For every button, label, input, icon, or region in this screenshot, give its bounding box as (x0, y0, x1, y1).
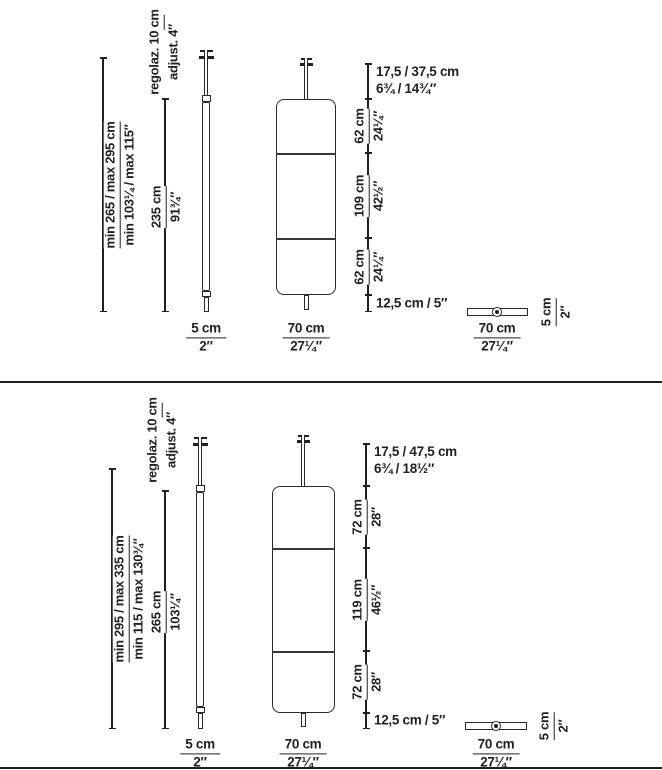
panel-bottom-rod (301, 713, 306, 727)
plan-width-label (479, 321, 516, 354)
section-bottom-imperial: 28″ (368, 672, 383, 692)
plan-depth-label (540, 298, 573, 326)
plan-width-imperial: 27¼″ (481, 338, 513, 354)
top-gap-metric: 17,5 / 47,5 cm (374, 444, 457, 459)
pole-width-metric: 5 cm (185, 736, 215, 752)
top-gap-metric: 17,5 / 37,5 cm (376, 64, 459, 79)
panel-divider-lower (272, 651, 335, 653)
panel-divider-upper (276, 153, 336, 155)
plan-depth-metric: 5 cm (538, 297, 554, 327)
top-gap-label (376, 64, 459, 98)
dimension-tick (363, 485, 370, 487)
dimension-tick (365, 152, 372, 154)
pole-width-imperial: 2″ (193, 754, 207, 770)
adjustment-imperial: adjust. 4″ (163, 412, 179, 468)
plan-width-label (478, 737, 515, 770)
fraction-bar (119, 121, 121, 248)
pole-width-label (191, 321, 221, 354)
swivel-joint-icon (492, 307, 502, 317)
section-middle-imperial: 46½″ (368, 584, 383, 615)
overall-height-metric: min 265 / max 295 cm (102, 121, 118, 248)
panel-width-metric: 70 cm (287, 320, 325, 336)
overall-height-imperial: min 115 / max 130¾″ (130, 537, 146, 660)
plan-depth-metric: 5 cm (536, 711, 552, 741)
panel-width-imperial: 27¼″ (290, 338, 322, 354)
diagram-variant-1 (0, 0, 662, 381)
adjustment-metric: regolaz. 10 cm (144, 397, 160, 483)
plan-depth-label (538, 712, 571, 740)
fraction-bar (553, 712, 555, 740)
pole-height-metric: 235 cm (148, 185, 164, 229)
section-top-label (352, 108, 385, 143)
fraction-bar (165, 186, 167, 228)
plan-width-metric: 70 cm (478, 320, 516, 336)
section-top-imperial: 24¼″ (370, 110, 385, 142)
dimension-tick (365, 294, 372, 296)
section-bottom-label (350, 664, 383, 699)
fraction-bar (366, 664, 368, 699)
panel-divider-upper (272, 548, 335, 550)
adjustment-label (148, 9, 181, 94)
section-bottom-metric: 62 cm (351, 248, 367, 285)
panel-top-rod (304, 58, 308, 99)
panel-width-label (285, 737, 322, 770)
section-bottom-label (352, 249, 385, 284)
section-top-label (350, 499, 383, 534)
fraction-bar (555, 298, 557, 326)
pole-width-imperial: 2″ (199, 338, 213, 354)
pole-height-imperial: 91¾″ (167, 191, 182, 223)
pole-adjustment-rod (198, 437, 202, 485)
panel-outline (276, 99, 336, 295)
pole-foot (198, 713, 203, 729)
pole-upper-collar (202, 95, 211, 102)
pole-width-label (185, 737, 215, 770)
section-middle-metric: 119 cm (349, 578, 365, 621)
pole-width-metric: 5 cm (191, 320, 221, 336)
top-gap-imperial: 6¾ / 18½″ (374, 460, 435, 476)
section-middle-label (350, 579, 383, 621)
fraction-bar (165, 590, 167, 632)
adjustment-metric: regolaz. 10 cm (146, 9, 162, 95)
section-middle-imperial: 42½″ (370, 180, 385, 211)
dimension-tick (365, 237, 372, 239)
dimension-tick (363, 650, 370, 652)
bottom-border-line (0, 767, 662, 769)
pole-body (196, 492, 204, 707)
overall-height-label (104, 121, 137, 248)
panel-top-rod (301, 435, 305, 486)
fraction-bar (366, 579, 368, 621)
pole-height-label (149, 186, 182, 228)
panel-outline (272, 486, 335, 713)
swivel-joint-icon (491, 721, 501, 731)
diagram-variant-2 (0, 383, 662, 770)
plan-width-imperial: 27¼″ (480, 754, 512, 770)
panel-width-label (288, 321, 325, 354)
pole-height-metric: 265 cm (148, 590, 164, 633)
plan-width-metric: 70 cm (477, 736, 515, 752)
panel-width-imperial: 27¼″ (287, 754, 319, 770)
top-gap-imperial: 6¾ / 14¾″ (376, 80, 437, 96)
dimension-tick (365, 98, 372, 100)
panel-width-metric: 70 cm (284, 736, 322, 752)
section-middle-metric: 109 cm (351, 174, 367, 217)
section-bottom-imperial: 24¼″ (370, 251, 385, 282)
pole-height-imperial: 103¼″ (167, 592, 182, 631)
adjustment-label (146, 397, 179, 482)
fraction-bar (128, 535, 130, 662)
plan-depth-imperial: 2″ (555, 719, 571, 733)
bottom-gap-label: 12,5 cm / 5″ (376, 295, 448, 311)
fraction-bar (366, 499, 368, 534)
pole-adjustment-rod (204, 50, 208, 95)
dimension-tick (363, 712, 370, 714)
dimension-tick (363, 547, 370, 549)
pole-body (202, 102, 210, 291)
top-gap-label (374, 444, 457, 478)
bottom-gap-label: 12,5 cm / 5″ (374, 712, 446, 728)
overall-height-label (113, 535, 146, 662)
pole-upper-collar (196, 485, 205, 492)
fraction-bar (163, 14, 165, 29)
section-middle-label (352, 174, 385, 216)
plan-depth-imperial: 2″ (557, 305, 573, 319)
panel-divider-lower (276, 238, 336, 240)
section-top-metric: 72 cm (349, 499, 365, 535)
panel-bottom-rod (304, 295, 309, 310)
fraction-bar (368, 108, 370, 143)
overall-height-imperial: min 103¼ / max 115″ (121, 123, 137, 246)
pole-height-label (149, 590, 182, 632)
section-top-metric: 62 cm (351, 108, 367, 144)
fraction-bar (368, 174, 370, 216)
adjustment-imperial: adjust. 4″ (165, 24, 181, 80)
fraction-bar (161, 402, 163, 417)
fraction-bar (368, 249, 370, 284)
overall-height-metric: min 295 / max 335 cm (111, 535, 127, 662)
pole-foot (204, 297, 209, 312)
section-bottom-metric: 72 cm (349, 664, 365, 700)
section-top-imperial: 28″ (368, 507, 383, 527)
